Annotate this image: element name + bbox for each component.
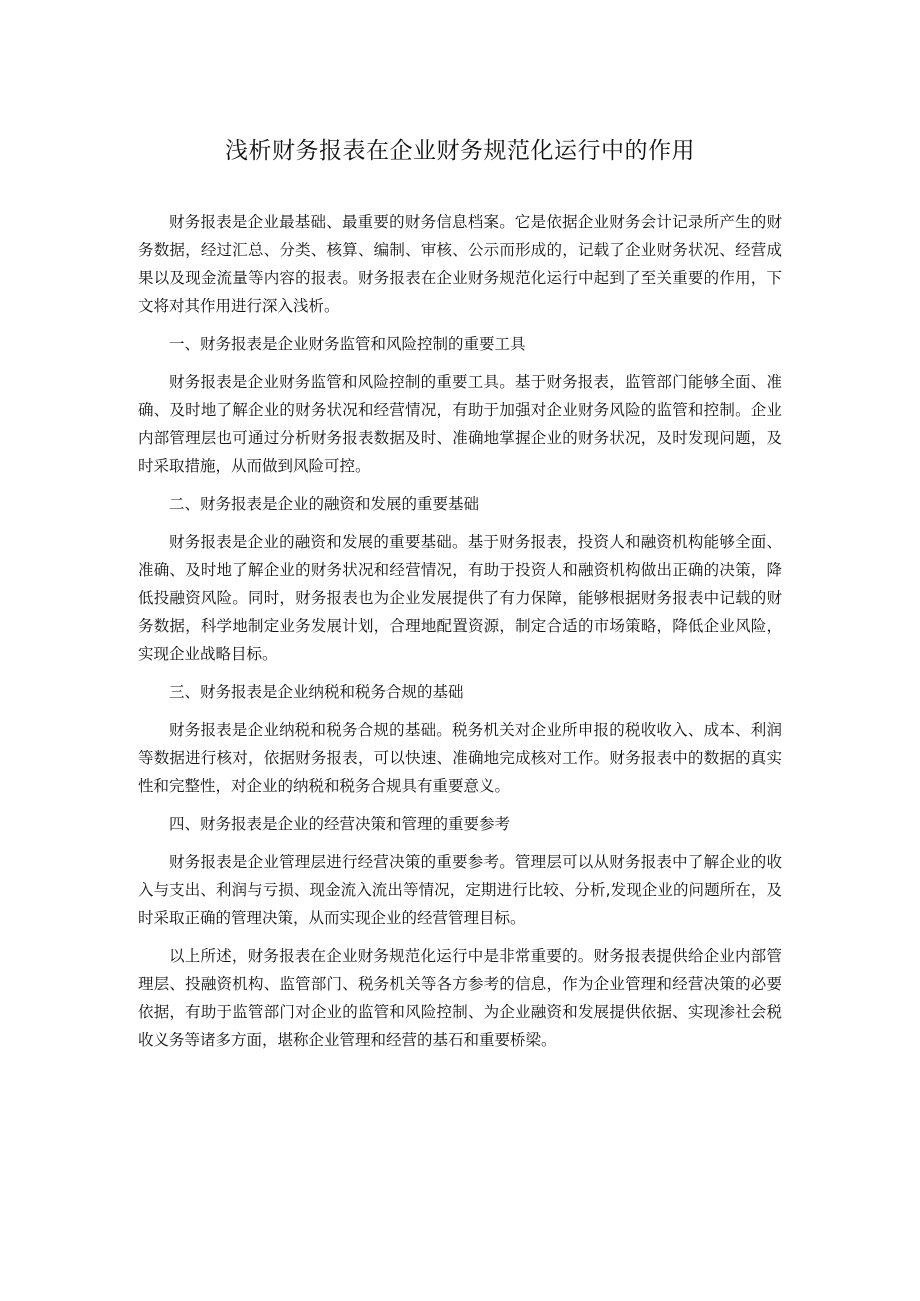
section-paragraph-4: 财务报表是企业管理层进行经营决策的重要参考。管理层可以从财务报表中了解企业的收入与支出、利润与亏损、现金流入流出等情况，定期进行比较、分析,发现企业的问题所在，及时采取正确的管理决策，从而实现企业的经营管理目标。 [138,853,782,927]
section-paragraph-2: 财务报表是企业的融资和发展的重要基础。基于财务报表，投资人和融资机构能够全面、准确、及时地了解企业的财务状况和经营情况，有助于投资人和融资机构做出正确的决策，降低投融资风险。同时，财务报表也为企业发展提供了有力保障，能够根据财务报表中记载的财务数据，科学地制定业务发展计划，合理地配置资源，制定合适的市场策略，降低企业风险，实现企业战略目标。 [138,533,782,663]
section-heading-4: 四、财务报表是企业的经营决策和管理的重要参考 [169,815,511,833]
document-body [138,208,782,1064]
section-paragraph-1: 财务报表是企业财务监管和风险控制的重要工具。基于财务报表，监管部门能够全面、准确、及时地了解企业的财务状况和经营情况，有助于加强对企业财务风险的监管和控制。企业内部管理层也可通过分析财务报表数据及时、准确地掌握企业的财务状况，及时发现问题，及时采取措施，从而做到风险可控。 [138,373,782,475]
conclusion-paragraph: 以上所述，财务报表在企业财务规范化运行中是非常重要的。财务报表提供给企业内部管理层、投融资机构、监管部门、税务机关等各方参考的信息，作为企业管理和经营决策的必要依据，有助于监管部门对企业的监管和风险控制、为企业融资和发展提供依据、实现渗社会税收义务等诸多方面，堪称企业管理和经营的基石和重要桥梁。 [138,947,782,1049]
document-title: 浅析财务报表在企业财务规范化运行中的作用 [225,138,695,164]
intro-paragraph: 财务报表是企业最基础、最重要的财务信息档案。它是依据企业财务会计记录所产生的财务数据，经过汇总、分类、核算、编制、审核、公示而形成的，记载了企业财务状况、经营成果以及现金流量等内容的报表。财务报表在企业财务规范化运行中起到了至关重要的作用，下文将对其作用进行深入浅析。 [138,213,782,315]
section-heading-3: 三、财务报表是企业纳税和税务合规的基础 [169,683,464,701]
section-heading-2: 二、财务报表是企业的融资和发展的重要基础 [169,495,480,513]
section-paragraph-3: 财务报表是企业纳税和税务合规的基础。税务机关对企业所申报的税收收入、成本、利润等数据进行核对，依据财务报表，可以快速、准确地完成核对工作。财务报表中的数据的真实性和完整性，对企业的纳税和税务合规具有重要意义。 [138,721,782,795]
section-heading-1: 一、财务报表是企业财务监管和风险控制的重要工具 [169,335,526,353]
